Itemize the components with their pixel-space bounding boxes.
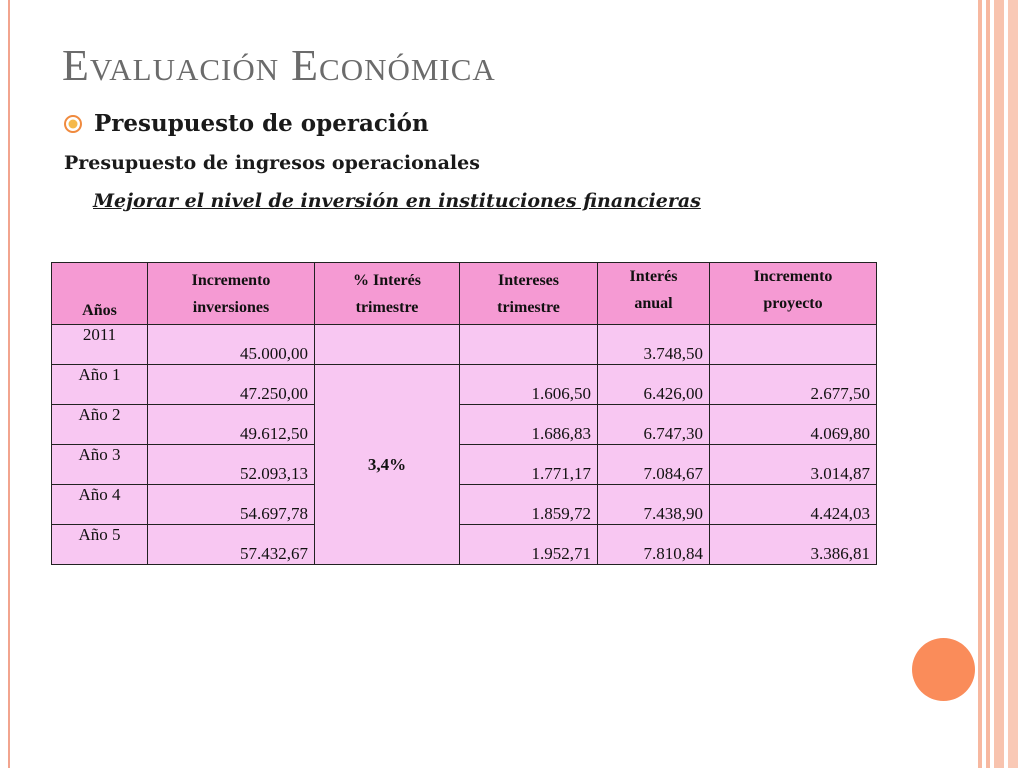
incremento-inversiones-cell: 57.432,67 xyxy=(148,525,315,565)
intereses-trimestre-cell: 1.859,72 xyxy=(460,485,598,525)
interes-anual-cell: 7.810,84 xyxy=(598,525,710,565)
header-interes-anual: Interés anual xyxy=(598,263,710,325)
intereses-trimestre-cell: 1.606,50 xyxy=(460,365,598,405)
pct-interes-cell xyxy=(315,325,460,365)
bullet-row xyxy=(64,110,429,137)
right-frame-strip-1 xyxy=(978,0,982,768)
bullet-text: Presupuesto de operación xyxy=(94,110,429,137)
right-frame-strip-2 xyxy=(986,0,990,768)
table-row xyxy=(52,445,877,485)
table-row xyxy=(52,365,877,405)
header-incremento-proyecto: Incremento proyecto xyxy=(710,263,877,325)
interes-anual-cell: 7.084,67 xyxy=(598,445,710,485)
intereses-trimestre-cell xyxy=(460,325,598,365)
table-row xyxy=(52,525,877,565)
intereses-trimestre-cell: 1.686,83 xyxy=(460,405,598,445)
incremento-proyecto-cell: 2.677,50 xyxy=(710,365,877,405)
incremento-proyecto-cell xyxy=(710,325,877,365)
year-cell: Año 2 xyxy=(52,405,148,445)
incremento-proyecto-cell: 3.014,87 xyxy=(710,445,877,485)
slide-title: Evaluación Económica xyxy=(62,41,496,90)
header-pct-interes-trimestre: % Interés trimestre xyxy=(315,263,460,325)
right-frame-strip-3 xyxy=(994,0,1004,768)
right-frame-strip-4 xyxy=(1008,0,1018,768)
table-subtitle: Mejorar el nivel de inversión en instituciones financieras xyxy=(93,190,701,212)
table-row xyxy=(52,325,877,365)
header-intereses-trimestre: Intereses trimestre xyxy=(460,263,598,325)
header-incremento-inversiones: Incremento inversiones xyxy=(148,263,315,325)
incremento-inversiones-cell: 45.000,00 xyxy=(148,325,315,365)
year-cell: 2011 xyxy=(52,325,148,365)
incremento-proyecto-cell: 4.069,80 xyxy=(710,405,877,445)
bullet-circle-icon xyxy=(64,115,82,133)
left-frame-line xyxy=(8,0,10,768)
interes-anual-cell: 7.438,90 xyxy=(598,485,710,525)
incremento-inversiones-cell: 52.093,13 xyxy=(148,445,315,485)
table-row xyxy=(52,485,877,525)
interes-anual-cell: 6.747,30 xyxy=(598,405,710,445)
table-row xyxy=(52,405,877,445)
intereses-trimestre-cell: 1.771,17 xyxy=(460,445,598,485)
table-header-row xyxy=(52,263,877,325)
decorative-orange-circle xyxy=(912,638,975,701)
budget-table xyxy=(51,262,877,565)
year-cell: Año 3 xyxy=(52,445,148,485)
incremento-inversiones-cell: 54.697,78 xyxy=(148,485,315,525)
interes-anual-cell: 6.426,00 xyxy=(598,365,710,405)
incremento-inversiones-cell: 47.250,00 xyxy=(148,365,315,405)
interes-anual-cell: 3.748,50 xyxy=(598,325,710,365)
pct-interes-merged-cell: 3,4% xyxy=(315,365,460,565)
incremento-proyecto-cell: 3.386,81 xyxy=(710,525,877,565)
year-cell: Año 4 xyxy=(52,485,148,525)
intereses-trimestre-cell: 1.952,71 xyxy=(460,525,598,565)
year-cell: Año 1 xyxy=(52,365,148,405)
incremento-proyecto-cell: 4.424,03 xyxy=(710,485,877,525)
year-cell: Año 5 xyxy=(52,525,148,565)
header-anios: Años xyxy=(52,263,148,325)
incremento-inversiones-cell: 49.612,50 xyxy=(148,405,315,445)
subheading: Presupuesto de ingresos operacionales xyxy=(64,152,480,174)
